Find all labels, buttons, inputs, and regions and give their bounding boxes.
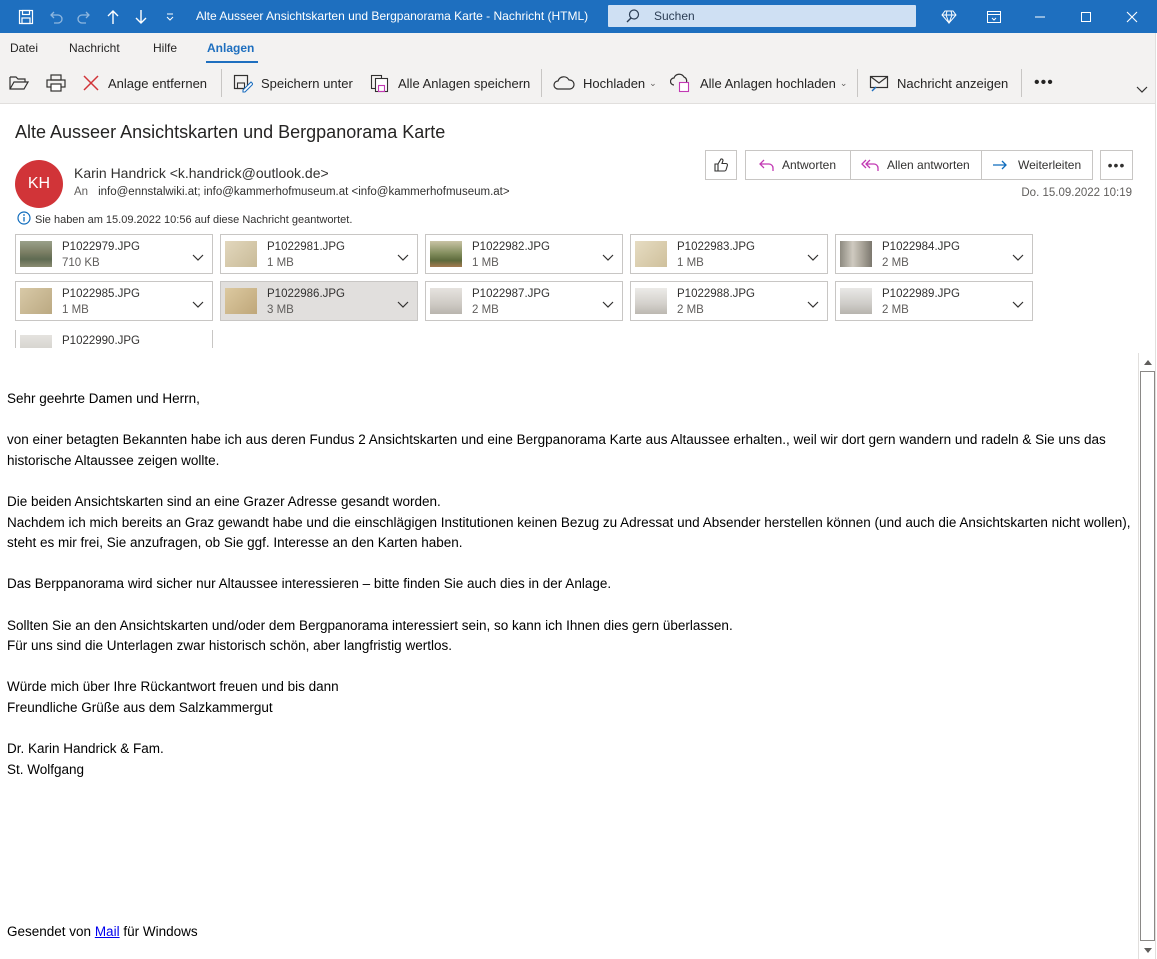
chevron-down-icon[interactable] [1012, 249, 1024, 267]
chevron-down-icon[interactable] [192, 343, 204, 348]
reply-info-text: Sie haben am 15.09.2022 10:56 auf diese Nachricht geantwortet. [35, 213, 353, 226]
chevron-down-icon[interactable] [192, 296, 204, 314]
body-paragraph: von einer betagten Bekannten habe ich aus deren Fundus 2 Ansichtskarten und eine Bergpanorama Karte aus Altaussee erhalten., weil wir dort gern wandern und radeln & Sie uns das historische Altaussee zeigen wollte. [7, 432, 1106, 468]
ribbon-separator [857, 69, 858, 97]
sender-name[interactable]: Karin Handrick <k.handrick@outlook.de> [74, 165, 329, 181]
attachment-size: 1 MB [62, 304, 89, 316]
save-all-label: Alle Anlagen speichern [398, 75, 531, 91]
open-button[interactable] [9, 63, 37, 103]
chevron-down-icon[interactable] [192, 249, 204, 267]
search-placeholder: Suchen [654, 9, 695, 23]
upload-all-label: Alle Anlagen hochladen [700, 75, 836, 91]
attachment-size: 1 MB [267, 257, 294, 269]
message-subject: Alte Ausseer Ansichtskarten und Bergpanorama Karte [15, 122, 446, 142]
attachment-name: P1022989.JPG [882, 288, 961, 300]
undo-icon[interactable] [46, 0, 66, 33]
chevron-down-icon[interactable] [602, 249, 614, 267]
upload-button[interactable] [553, 63, 657, 103]
forward-label: Weiterleiten [1018, 158, 1082, 172]
maximize-icon[interactable] [1076, 0, 1096, 33]
save-as-icon [233, 73, 261, 93]
info-icon [17, 211, 35, 228]
signature [7, 739, 1132, 780]
menu-nachricht[interactable]: Nachricht [69, 41, 120, 55]
attachment-item[interactable] [15, 330, 213, 348]
ribbon-display-icon[interactable] [984, 0, 1004, 33]
menu-datei[interactable]: Datei [10, 41, 39, 55]
previous-item-icon[interactable] [103, 0, 123, 33]
attachment-name: P1022985.JPG [62, 288, 141, 300]
forward-button[interactable] [981, 150, 1093, 180]
attachment-item[interactable] [835, 281, 1033, 321]
avatar[interactable]: KH [15, 160, 63, 208]
save-all-button[interactable] [370, 63, 530, 103]
chevron-down-icon[interactable] [807, 296, 819, 314]
reply-all-button[interactable] [850, 150, 982, 180]
minimize-icon[interactable] [1030, 0, 1050, 33]
ribbon [0, 63, 1157, 104]
body-line: Nachdem ich mich bereits an Graz gewandt habe und die einschlägigen Institutionen keinen Bezug zu Adressat und Absender herstellen können (und auch die Ansichtskarten nicht wollen), steht es mir frei, Sie anzufragen, ob Sie ggf. Interesse an den Karten haben. [7, 514, 1131, 551]
footer-text: Gesendet von [7, 924, 95, 939]
forward-icon [992, 159, 1008, 171]
close-icon[interactable] [1122, 0, 1142, 33]
image-thumbnail [20, 288, 52, 314]
chevron-down-icon[interactable] [1012, 296, 1024, 314]
image-thumbnail [635, 241, 667, 267]
attachment-item[interactable] [15, 281, 213, 321]
image-thumbnail [20, 241, 52, 267]
title-bar [0, 0, 1157, 33]
attachment-name: P1022988.JPG [677, 288, 756, 300]
attachment-name: P1022981.JPG [267, 241, 346, 253]
window-title: Alte Ausseer Ansichtskarten und Bergpanorama Karte - Nachricht (HTML) [196, 9, 589, 23]
recipients-line [74, 186, 510, 198]
menu-hilfe[interactable]: Hilfe [153, 41, 178, 55]
attachment-size: 710 KB [62, 257, 100, 269]
attachment-item[interactable] [630, 281, 828, 321]
chevron-down-icon [1136, 86, 1156, 94]
save-icon[interactable] [16, 0, 36, 33]
image-thumbnail [430, 288, 462, 314]
open-folder-icon [9, 74, 37, 92]
footer-text: für Windows [119, 924, 198, 939]
expand-ribbon-button[interactable] [1136, 77, 1156, 103]
chevron-down-icon[interactable] [397, 296, 409, 314]
diamond-icon[interactable] [938, 0, 960, 33]
attachment-item[interactable] [425, 234, 623, 274]
attachment-size: 1 MB [472, 257, 499, 269]
chevron-down-icon[interactable] [397, 249, 409, 267]
attachment-item[interactable] [425, 281, 623, 321]
body-line: Würde mich über Ihre Rückantwort freuen und bis dann [7, 679, 339, 695]
like-button[interactable] [705, 150, 737, 180]
more-icon: ••• [1107, 157, 1126, 173]
reply-label: Antworten [782, 158, 837, 172]
image-thumbnail [840, 288, 872, 314]
attachment-item[interactable] [220, 234, 418, 274]
body-line: Sollten Sie an den Ansichtskarten und/oder dem Bergpanorama interessiert sein, so kann ich Ihnen dies gern überlassen. [7, 617, 733, 633]
sent-from-footer [7, 924, 198, 939]
remove-attachment-button[interactable] [82, 63, 207, 103]
attachment-name: P1022990.JPG [62, 335, 141, 347]
signature-place: St. Wolfgang [7, 761, 85, 777]
chevron-down-icon: ⌄ [649, 77, 657, 88]
save-as-label: Speichern unter [261, 75, 353, 91]
reply-all-label: Allen antworten [887, 158, 970, 172]
to-label: An [74, 186, 89, 198]
reply-button[interactable] [745, 150, 851, 180]
show-message-label: Nachricht anzeigen [897, 75, 1009, 91]
attachment-item-selected[interactable] [220, 281, 418, 321]
envelope-icon [869, 74, 897, 92]
body-line: Die beiden Ansichtskarten sind an eine Grazer Adresse gesandt worden. [7, 493, 441, 509]
body-paragraph [7, 677, 1132, 718]
customize-toolbar-icon[interactable] [162, 0, 178, 33]
body-paragraph: Das Berppanorama wird sicher nur Altaussee interessieren – bitte finden Sie auch dies in der Anlage. [7, 576, 612, 592]
reply-info [17, 211, 352, 228]
image-thumbnail [430, 241, 462, 267]
menu-anlagen[interactable]: Anlagen [207, 41, 255, 55]
scroll-up-arrow[interactable] [1140, 354, 1155, 369]
body-paragraph [7, 616, 1132, 657]
save-as-button[interactable] [233, 63, 353, 103]
attachment-item[interactable] [630, 234, 828, 274]
body-line: Für uns sind die Unterlagen zwar historisch schön, aber langfristig wertlos. [7, 638, 452, 654]
greeting: Sehr geehrte Damen und Herrn, [7, 391, 200, 406]
attachment-name: P1022984.JPG [882, 241, 961, 253]
attachment-name: P1022982.JPG [472, 241, 551, 253]
redo-icon[interactable] [74, 0, 94, 33]
attachment-overflow [0, 330, 230, 348]
next-item-icon[interactable] [131, 0, 151, 33]
more-icon: ••• [1034, 74, 1054, 91]
show-message-button[interactable] [869, 63, 1008, 103]
image-thumbnail [840, 241, 872, 267]
reply-icon [758, 158, 774, 172]
attachment-item[interactable] [835, 234, 1033, 274]
attachment-size: 2 MB [882, 257, 909, 269]
attachment-size: 2 MB [882, 304, 909, 316]
attachment-name: P1022983.JPG [677, 241, 756, 253]
attachment-size: 2 MB [677, 304, 704, 316]
image-thumbnail [20, 335, 52, 348]
more-options-button[interactable] [1034, 63, 1054, 103]
print-icon [46, 74, 74, 92]
message-body [7, 389, 1132, 801]
save-all-icon [370, 73, 398, 93]
reply-all-icon [861, 158, 879, 172]
body-line: Freundliche Grüße aus dem Salzkammergut [7, 699, 273, 715]
attachment-size: 1 MB [677, 257, 704, 269]
cloud-icon [553, 75, 583, 91]
print-button[interactable] [46, 63, 74, 103]
chevron-down-icon[interactable] [602, 296, 614, 314]
search-box[interactable] [608, 5, 916, 27]
mail-link[interactable]: Mail [94, 924, 120, 939]
search-icon [625, 8, 641, 29]
chevron-down-icon: ⌄ [839, 77, 848, 88]
cloud-attachments-icon [670, 73, 700, 93]
body-paragraph [7, 492, 1132, 554]
image-thumbnail [225, 241, 257, 267]
attachment-size: 3 MB [267, 304, 294, 316]
remove-attachment-label: Anlage entfernen [108, 75, 208, 91]
ribbon-separator [541, 69, 542, 97]
image-thumbnail [635, 288, 667, 314]
upload-all-button[interactable] [670, 63, 847, 103]
menu-bar [0, 33, 1157, 63]
more-actions-button[interactable] [1100, 150, 1133, 180]
scroll-thumb[interactable] [1140, 371, 1155, 941]
attachment-size: 2 MB [472, 304, 499, 316]
chevron-down-icon[interactable] [807, 249, 819, 267]
attachment-name: P1022986.JPG [267, 288, 346, 300]
recipients[interactable]: info@ennstalwiki.at; info@kammerhofmuseum.at <info@kammerhofmuseum.at> [98, 186, 510, 198]
ribbon-separator [221, 69, 222, 97]
attachment-name: P1022979.JPG [62, 241, 141, 253]
scroll-down-arrow[interactable] [1140, 943, 1155, 958]
signature-name: Dr. Karin Handrick & Fam. [7, 741, 164, 757]
upload-label: Hochladen [583, 75, 646, 91]
message-date: Do. 15.09.2022 10:19 [1021, 187, 1132, 199]
ribbon-separator [1021, 69, 1022, 97]
attachment-item[interactable] [15, 234, 213, 274]
attachment-name: P1022987.JPG [472, 288, 551, 300]
thumbs-up-icon [713, 157, 729, 173]
vertical-scrollbar[interactable] [1138, 353, 1156, 959]
image-thumbnail [225, 288, 257, 314]
remove-icon [82, 74, 108, 92]
